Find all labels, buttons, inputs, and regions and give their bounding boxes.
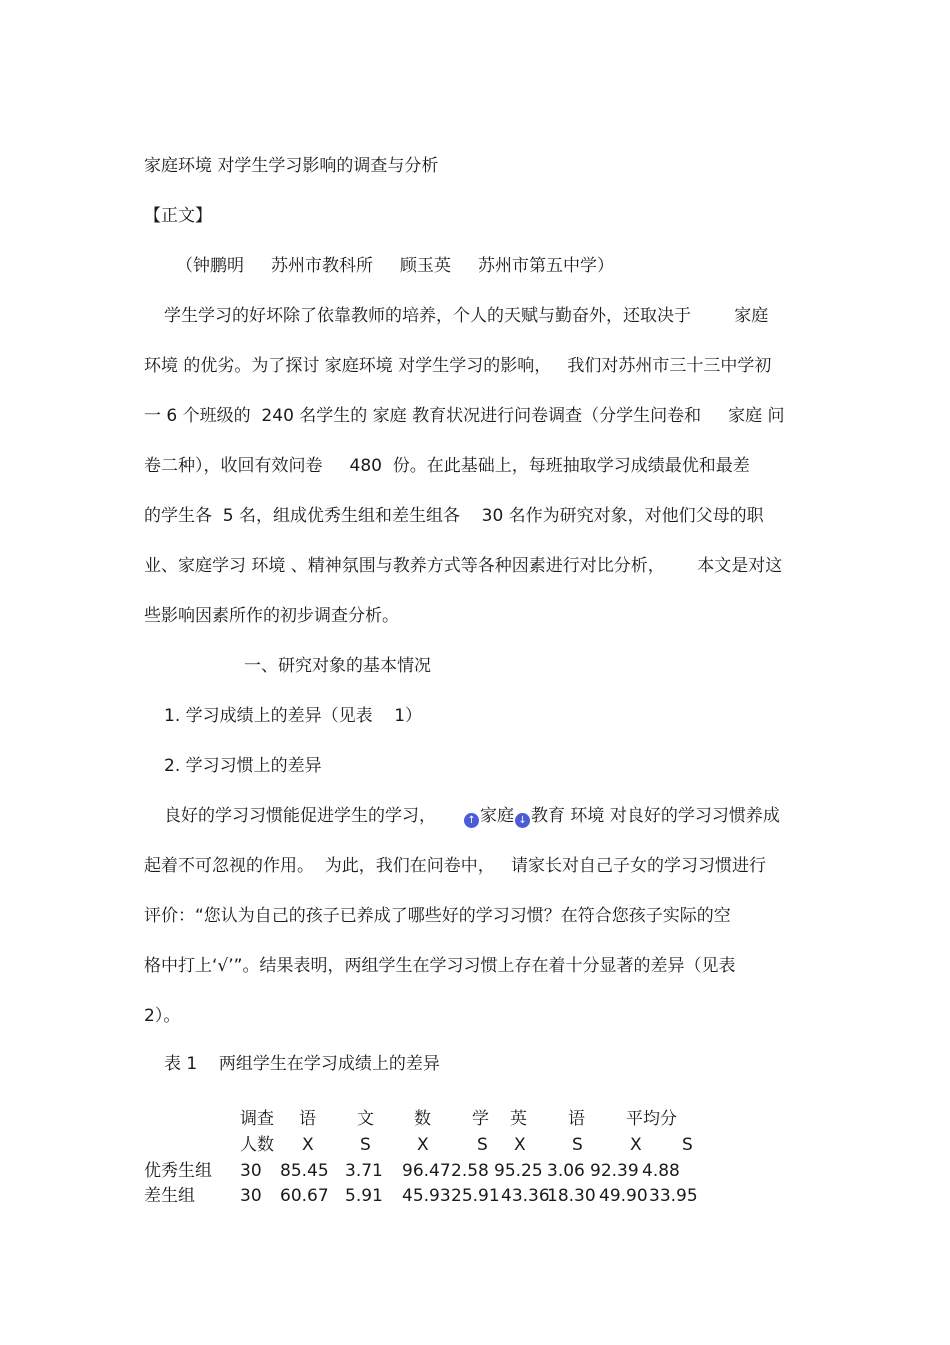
table-header-cell: 英 <box>510 1109 527 1129</box>
table-header-cell: X <box>514 1135 526 1155</box>
table-header-cell: 数 <box>414 1109 431 1129</box>
highlight-marker-icon: ↓ <box>515 813 530 828</box>
intro-line-6: 业、家庭学习 环境 、精神氛围与教养方式等各种因素进行对比分析， 本文是对这 <box>144 556 783 576</box>
table-header-cell: X <box>630 1135 642 1155</box>
para2-text-a: 良好的学习习惯能促进学生的学习， <box>164 806 464 826</box>
table-caption: 表 1 两组学生在学习成绩上的差异 <box>164 1054 440 1074</box>
table-header-cell: 学 <box>472 1109 489 1129</box>
table-header-cell: 人数 <box>240 1135 274 1155</box>
table-cell: 3.06 <box>547 1161 585 1181</box>
table-cell: 96.47 <box>402 1161 451 1181</box>
para2-line-2: 起着不可忽视的作用。 为此，我们在问卷中， 请家长对自己子女的学习习惯进行 <box>144 856 767 876</box>
table-cell: 92.39 <box>590 1161 639 1181</box>
table-header-cell: S <box>572 1135 583 1155</box>
table-cell: 95.25 <box>494 1161 543 1181</box>
para2-line-1 <box>164 804 780 828</box>
table-cell: 43.36 <box>501 1186 550 1206</box>
para2-line-5: 2）。 <box>144 1006 181 1026</box>
doc-title: 家庭环境 对学生学习影响的调查与分析 <box>144 156 439 176</box>
table-cell: 45.93 <box>402 1186 451 1206</box>
table-header-cell: S <box>682 1135 693 1155</box>
table-header-cell: S <box>477 1135 488 1155</box>
table-header-cell: X <box>302 1135 314 1155</box>
para2-line-4: 格中打上‘√’”。结果表明，两组学生在学习习惯上存在着十分显著的差异（见表 <box>144 956 736 976</box>
list-item-1: 1. 学习成绩上的差异（见表 1） <box>164 706 423 726</box>
table-header-cell: 语 <box>299 1109 316 1129</box>
table-header-cell: 调查 <box>240 1109 274 1129</box>
score-table <box>144 1108 744 1208</box>
table-cell: 5.91 <box>345 1186 383 1206</box>
table-cell: 2.58 <box>451 1161 489 1181</box>
intro-line-5: 的学生各 5 名，组成优秀生组和差生组各 30 名作为研究对象，对他们父母的职 <box>144 506 764 526</box>
intro-line-3: 一 6 个班级的 240 名学生的 家庭 教育状况进行问卷调查（分学生问卷和 家庭 问 <box>144 406 785 426</box>
table-header-cell: 文 <box>357 1109 374 1129</box>
table-cell: 85.45 <box>280 1161 329 1181</box>
table-cell: 30 <box>240 1186 262 1206</box>
table-cell: 60.67 <box>280 1186 329 1206</box>
table-header-cell: 语 <box>568 1109 585 1129</box>
table-header-cell: S <box>360 1135 371 1155</box>
table-header-cell: X <box>417 1135 429 1155</box>
table-row-label: 差生组 <box>144 1186 195 1206</box>
section-tag: 【正文】 <box>144 206 212 226</box>
intro-line-7: 些影响因素所作的初步调查分析。 <box>144 606 399 626</box>
table-cell: 33.95 <box>649 1186 698 1206</box>
table-header-cell: 平均分 <box>626 1109 677 1129</box>
table-cell: 30 <box>240 1161 262 1181</box>
para2-line-3: 评价：“您认为自己的孩子已养成了哪些好的学习习惯？在符合您孩子实际的空 <box>144 906 731 926</box>
para2-text-b: 家庭 <box>480 806 515 826</box>
intro-line-4: 卷二种），收回有效问卷 480 份。在此基础上，每班抽取学习成绩最优和最差 <box>144 456 750 476</box>
list-item-2: 2. 学习习惯上的差异 <box>164 756 322 776</box>
table-cell: 3.71 <box>345 1161 383 1181</box>
section-heading-1: 一、研究对象的基本情况 <box>244 656 431 676</box>
table-cell: 49.90 <box>599 1186 648 1206</box>
intro-line-1: 学生学习的好坏除了依靠教师的培养，个人的天赋与勤奋外，还取决于 家庭 <box>164 306 769 326</box>
table-cell: 4.88 <box>642 1161 680 1181</box>
table-cell: 25.91 <box>451 1186 500 1206</box>
table-cell: 18.30 <box>547 1186 596 1206</box>
intro-line-2: 环境 的优劣。为了探讨 家庭环境 对学生学习的影响， 我们对苏州市三十三中学初 <box>144 356 772 376</box>
table-row-label: 优秀生组 <box>144 1161 212 1181</box>
para2-text-c: 教育 环境 对良好的学习习惯养成 <box>531 806 780 826</box>
highlight-marker-icon: ↑ <box>464 813 479 828</box>
authors-line: （钟鹏明 苏州市教科所 顾玉英 苏州市第五中学） <box>176 256 615 276</box>
